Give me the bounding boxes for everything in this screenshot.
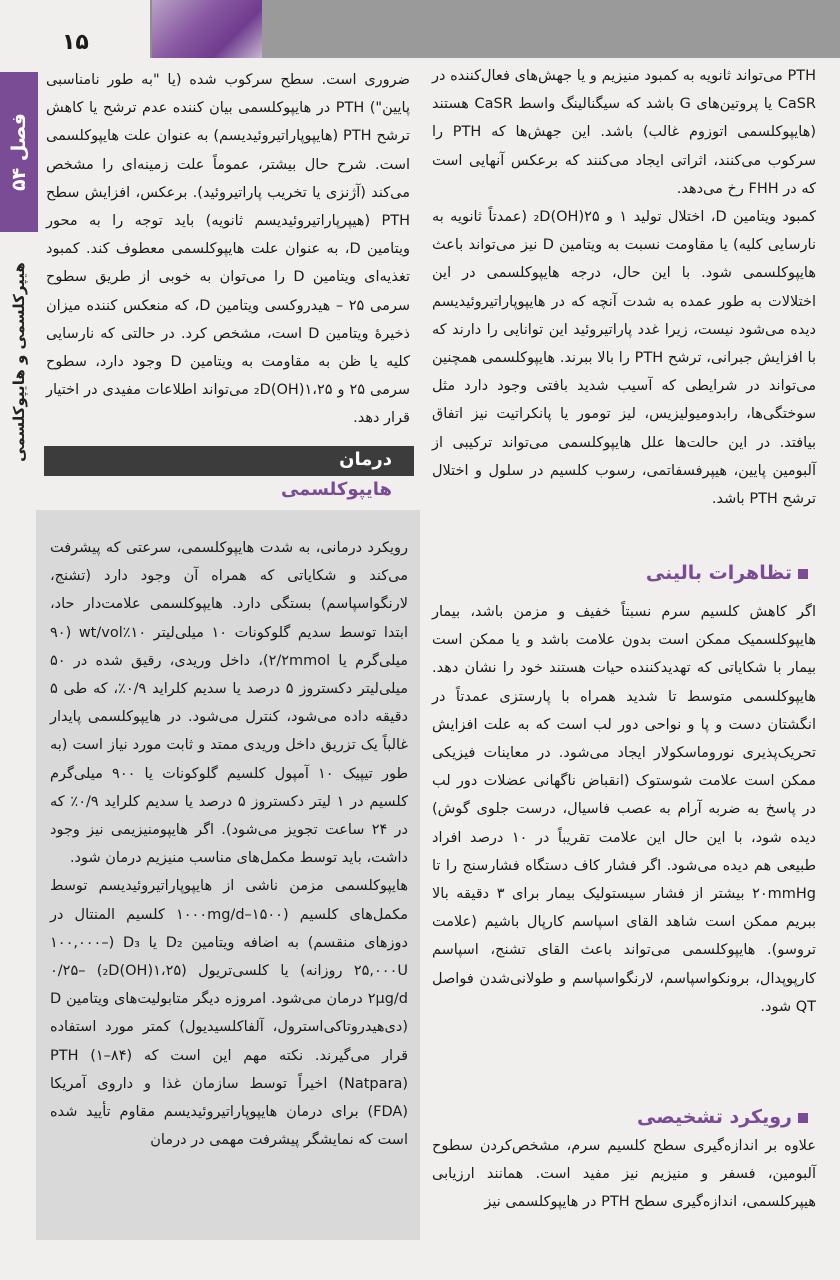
chapter-tab — [0, 72, 38, 232]
diagnosis-heading — [637, 1106, 808, 1128]
chapter-tab-label: فصل ۵۴ — [8, 113, 30, 191]
paragraph: علاوه بر اندازه‌گیری سطح کلسیم سرم، مشخص‌کردن سطوح آلبومین، فسفر و منیزیم نیز مفید است. همانند ارزیابی هیپرکلسمی، اندازه‌گیری سطح PTH در هایپوکلسمی نیز — [432, 1138, 816, 1211]
treatment-box-text — [50, 534, 408, 1154]
diagnosis-heading-text: رویکرد تشخیصی — [637, 1106, 792, 1128]
side-title-text: هیپرکلسمی و هایپوکلسمی — [10, 262, 28, 462]
clinical-heading-text: تظاهرات بالینی — [645, 562, 792, 584]
treatment-subtitle: هایپوکلسمی — [280, 479, 392, 500]
treatment-subtitle-bar — [44, 476, 414, 506]
paragraph: PTH می‌تواند ثانویه به کمبود منیزیم و یا جهش‌های فعال‌کننده در CaSR یا پروتین‌های G باشد که سیگنالینگ واسط CaSR هستند (هایپوکلسمی اتوزوم غالب) باشد. این جهش‌ها که PTH را سرکوب می‌کنند، اثراتی ایجاد می‌کنند که برعکس آنهایی است که در FHH رخ می‌دهد. — [432, 68, 816, 197]
page-number: ۱۵ — [62, 30, 89, 55]
running-side-title — [2, 232, 36, 492]
paragraph: رویکرد درمانی، به شدت هایپوکلسمی، سرعتی که پیشرفت می‌کند و شکایاتی که همراه آن وجود دارد (تشنج، لارنگواسپاسم) بستگی دارد. هایپوکلسمی علامت‌دار حاد، ابتدا توسط سدیم گلوکونات ۱۰ میلی‌لیتر ۱۰٪wt/vol (۹۰ میلی‌گرم یا ۲/۲mmol)، داخل وریدی، رقیق شده در ۵۰ میلی‌لیتر دکستروز ۵ درصد یا سدیم کلراید ۰/۹٪، که طی ۵ دقیقه داده می‌شود، کنترل می‌شود. در هایپوکلسمی پایدار غالباً یک تزریق داخل وریدی ممتد و ثابت مورد نیاز است (به طور تیپیک ۱۰ آمپول کلسیم گلوکونات یا ۹۰۰ میلی‌گرم کلسیم در ۱ لیتر دکستروز ۵ درصد یا سدیم کلراید ۰/۹٪ که در ۲۴ ساعت تجویز می‌شود). اگر هایپومنیزیمی نیز وجود داشت، باید توسط مکمل‌های مناسب منیزیم درمان شود. — [50, 540, 408, 867]
left-column-top — [46, 66, 410, 433]
chapter-artwork — [152, 0, 262, 58]
paragraph: هایپوکلسمی مزمن ناشی از هایپوپاراتیروئیدیسم توسط مکمل‌های کلسیم (۱۵۰۰–۱۰۰۰mg/d کلسیم المنتال در دوزهای منقسم) به اضافه ویتامین D₂ یا D₃ (۱۰۰,۰۰۰–۲۵,۰۰۰U روزانه) یا کلسی‌تریول (۱،۲۵(OH)₂D) ۰/۲۵–۲μg/d درمان می‌شود. امروزه دیگر متابولیت‌های ویتامین D (دی‌هیدروتاکی‌استرول، آلفاکلسیدیول) کمتر مورد استفاده قرار می‌گیرند. نکته مهم این است که PTH (۱–۸۴) (Natpara) اخیراً توسط سازمان غذا و داروی آمریکا (FDA) برای درمان هایپوپاراتیروئیدیسم مقاوم تأیید شده است که نمایشگر پیشرفت مهمی در درمان — [50, 878, 409, 1149]
heading-square-icon — [798, 569, 808, 579]
page-header-band — [0, 0, 840, 58]
treatment-title-bar — [44, 446, 414, 476]
clinical-section — [432, 598, 816, 1021]
paragraph: ضروری است. سطح سرکوب شده (یا "به طور نامناسبی پایین") PTH در هایپوکلسمی بیان کننده عدم ترشح یا کاهش ترشح PTH (هایپوپاراتیروئیدیسم) به عنوان علت هایپوکلسمی است. شرح حال بیشتر، عموماً علت زمینه‌ای را مشخص می‌کند (آژنزی یا تخریب پاراتیروئید). برعکس، افزایش سطح PTH (هیپرپاراتیروئیدیسم ثانویه) باید توجه را به محور ویتامین D، به عنوان علت هایپوکلسمی معطوف کند. کمبود تغذیه‌ای ویتامین D را می‌توان به خوبی از طریق سطوح سرمی ۲۵ – هیدروکسی ویتامین D، که منعکس کننده میزان ذخیرهٔ ویتامین D است، مشخص کرد. در حالتی که نارسایی کلیه یا ظن به مقاومت به ویتامین D وجود دارد، سطوح سرمی ۲۵ و ۱،۲۵(OH)₂D می‌تواند اطلاعات مفیدی در اختیار قرار دهد. — [46, 72, 411, 427]
paragraph: کمبود ویتامین D، اختلال تولید ۱ و ۲۵(OH)₂D (عمدتاً ثانویه به نارسایی کلیه) یا مقاومت نسبت به ویتامین D نیز می‌تواند باعث هایپوکلسمی شود. با این حال، درجه هایپوکلسمی در این اختلالات به طور عمده به شدت آنچه که در هایپوپاراتیروئیدیسم دیده می‌شود نیست، زیرا غدد پاراتیروئید این توانایی را دارند که با افزایش جبرانی، ترشح PTH را بالا ببرند. هایپوکلسمی همچنین می‌تواند در شرایطی که آسیب شدید بافتی وجود دارد مثل سوختگی‌ها، رابدومیولیزیس، لیز تومور یا پانکراتیت نیز اتفاق بیافتد. در این حالت‌ها علل هایپوکلسمی می‌تواند ترکیبی از آلبومین پایین، هیپرفسفاتمی، رسوب کلسیم در سلول و اختلال ترشح PTH باشد. — [432, 209, 817, 508]
heading-square-icon — [798, 1113, 808, 1123]
paragraph: اگر کاهش کلسیم سرم نسبتاً خفیف و مزمن باشد، بیمار هایپوکلسمیک ممکن است بدون علامت باشد و یا ممکن است بیمار با شکایاتی که تهدیدکننده حیات هستند خود را نشان دهد. هایپوکلسمی متوسط تا شدید همراه با پارستزی عمدتاً در انگشتان دست و پا و نواحی دور لب است که به علت افزایش تحریک‌پذیری نوروماسکولار ایجاد می‌شود. در معاینات فیزیکی ممکن است علامت شوستوک (انقباض ناگهانی عضلات دور لب در پاسخ به ضربه آرام به عصب فاسیال، درست جلوی گوش) دیده شود، با این حال این علامت تقریباً در ۱۰ درصد افراد طبیعی هم دیده می‌شود. اگر فشار کاف دستگاه فشارسنج را تا ۲۰mmHg بیشتر از فشار سیستولیک بیمار برای ۳ دقیقه بالا ببریم ممکن است شاهد القای اسپاسم کارپال باشیم (علامت تروسو). هایپوکلسمی می‌تواند باعث القای تشنج، اسپاسم کارپوپدال، برونکواسپاسم، لارنگواسپاسم و طولانی‌شدن فواصل QT شود. — [432, 604, 816, 1015]
header-strip — [262, 0, 840, 58]
treatment-title: درمان — [339, 449, 392, 470]
right-column-top — [432, 62, 816, 513]
clinical-heading — [646, 562, 808, 584]
diagnosis-section — [432, 1132, 816, 1217]
